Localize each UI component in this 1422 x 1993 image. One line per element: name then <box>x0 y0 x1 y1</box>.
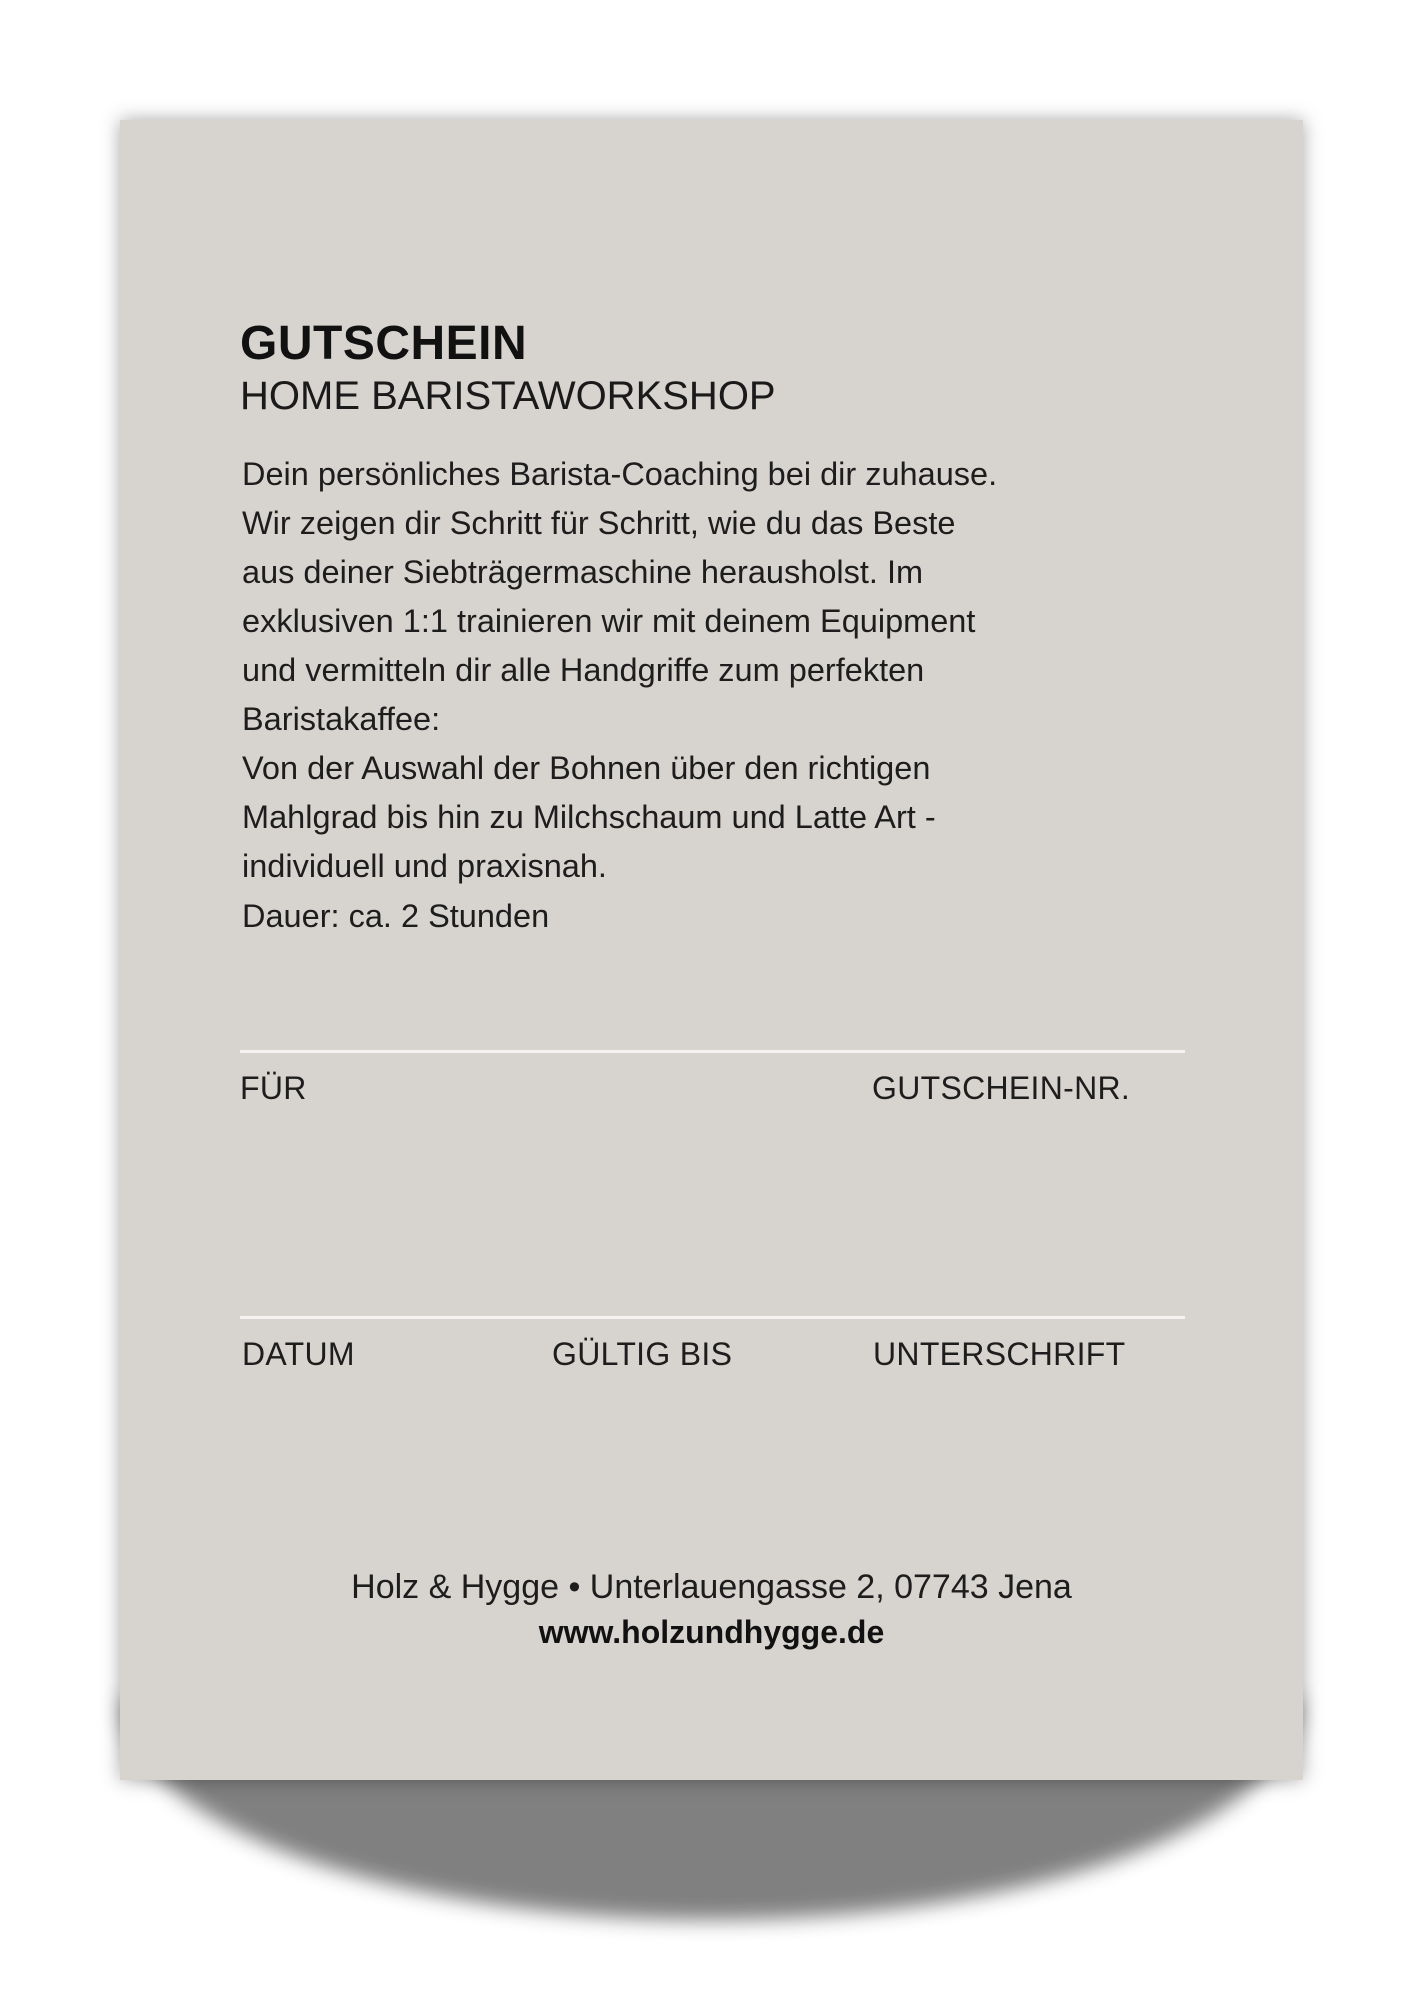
voucher-number-label: GUTSCHEIN-NR. <box>872 1070 1131 1106</box>
voucher-description <box>242 450 1142 891</box>
voucher-card <box>120 120 1303 1780</box>
voucher-subtitle: HOME BARISTAWORKSHOP <box>240 374 776 418</box>
duration-text: Dauer: ca. 2 Stunden <box>242 898 550 934</box>
description-line: und vermitteln dir alle Handgriffe zum perfekten <box>242 652 925 688</box>
for-label: FÜR <box>240 1070 307 1106</box>
description-line: Baristakaffee: <box>242 701 441 737</box>
description-line: Mahlgrad bis hin zu Milchschaum und Latte Art - <box>242 799 936 835</box>
footer-website-link[interactable]: www.holzundhygge.de <box>538 1614 885 1650</box>
description-line: individuell und praxisnah. <box>242 848 607 884</box>
divider-bottom <box>240 1316 1185 1319</box>
voucher-title: GUTSCHEIN <box>240 317 528 370</box>
divider-top <box>240 1050 1185 1053</box>
date-label: DATUM <box>242 1336 355 1372</box>
description-line: Dein persönliches Barista-Coaching bei dir zuhause. <box>242 456 998 492</box>
signature-label: UNTERSCHRIFT <box>873 1336 1126 1372</box>
description-line: exklusiven 1:1 trainieren wir mit deinem Equipment <box>242 603 976 639</box>
description-line: Wir zeigen dir Schritt für Schritt, wie du das Beste <box>242 505 956 541</box>
footer-address: Holz & Hygge • Unterlauengasse 2, 07743 Jena <box>351 1568 1072 1606</box>
description-line: aus deiner Siebträgermaschine herausholst. Im <box>242 554 924 590</box>
description-line: Von der Auswahl der Bohnen über den richtigen <box>242 750 931 786</box>
valid-until-label: GÜLTIG BIS <box>552 1336 733 1372</box>
